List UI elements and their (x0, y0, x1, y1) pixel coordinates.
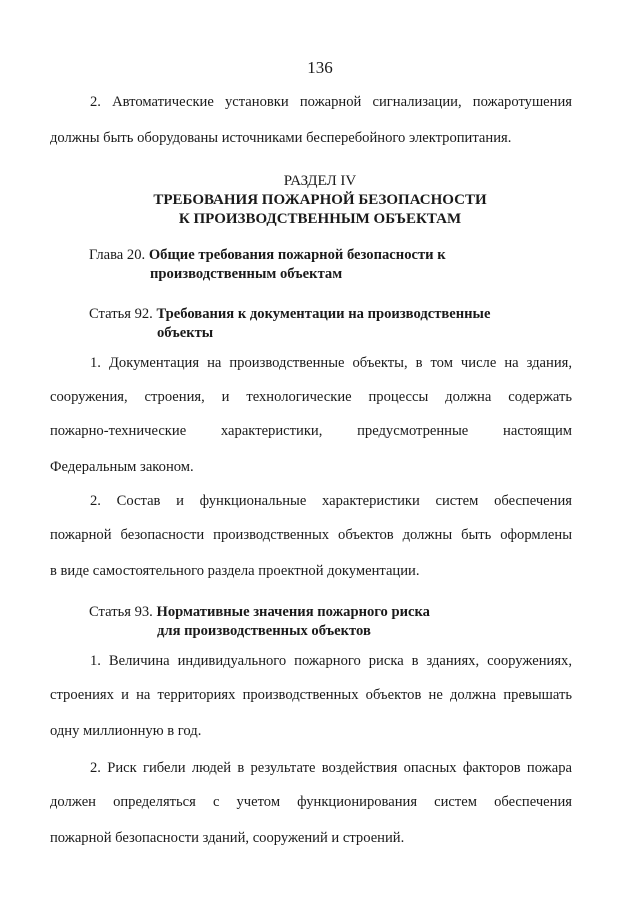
paragraph-line: одну миллионную в год. (50, 723, 202, 739)
article-heading (89, 603, 430, 641)
paragraph-line: 1. Величина индивидуального пожарного риска в зданиях, сооружениях, (90, 653, 572, 669)
paragraph-line: 2. Риск гибели людей в результате воздействия опасных факторов пожара (90, 760, 572, 776)
paragraph-intro (50, 94, 572, 148)
paragraph-93-2 (50, 760, 572, 848)
chapter-title-continued: производственным объектам (150, 266, 343, 282)
section-label: РАЗДЕЛ IV (283, 173, 357, 189)
chapter-heading (89, 246, 446, 284)
paragraph-line: должны быть оборудованы источниками бесперебойного электропитания. (50, 130, 512, 146)
article-heading (89, 305, 490, 343)
paragraph-line: 2. Автоматические установки пожарной сигнализации, пожаротушения (90, 94, 572, 110)
paragraph-92-2 (50, 493, 572, 581)
article-title: Требования к документации на производственные (156, 306, 491, 322)
article-title-continued: объекты (157, 325, 214, 341)
chapter-title: Общие требования пожарной безопасности к (148, 247, 446, 263)
paragraph-line: пожарно-технические характеристики, предусмотренные настоящим (50, 423, 572, 439)
chapter-label: Глава 20. (89, 247, 146, 263)
paragraph-line: пожарной безопасности зданий, сооружений и строений. (50, 830, 405, 846)
article-label: Статья 92. (89, 306, 153, 322)
section-title-line: ТРЕБОВАНИЯ ПОЖАРНОЙ БЕЗОПАСНОСТИ (153, 192, 487, 208)
paragraph-line: строениях и на территориях производственных объектов не должна превышать (50, 687, 572, 703)
paragraph-line: в виде самостоятельного раздела проектной документации. (50, 563, 420, 579)
section-title-line: К ПРОИЗВОДСТВЕННЫМ ОБЪЕКТАМ (178, 211, 462, 227)
paragraph-92-1 (50, 355, 572, 477)
section-heading (0, 172, 640, 229)
paragraph-line: сооружения, строения, и технологические процессы должна содержать (50, 389, 572, 405)
article-title: Нормативные значения пожарного риска (156, 604, 430, 620)
paragraph-line: 1. Документация на производственные объекты, в том числе на здания, (90, 355, 572, 371)
page-number: 136 (307, 58, 333, 77)
paragraph-line: пожарной безопасности производственных объектов должны быть оформлены (50, 527, 572, 543)
paragraph-line: 2. Состав и функциональные характеристики систем обеспечения (90, 493, 572, 509)
article-title-continued: для производственных объектов (157, 623, 371, 639)
paragraph-line: Федеральным законом. (50, 459, 194, 475)
article-label: Статья 93. (89, 604, 153, 620)
paragraph-line: должен определяться с учетом функционирования систем обеспечения (50, 794, 572, 810)
paragraph-93-1 (50, 653, 572, 741)
